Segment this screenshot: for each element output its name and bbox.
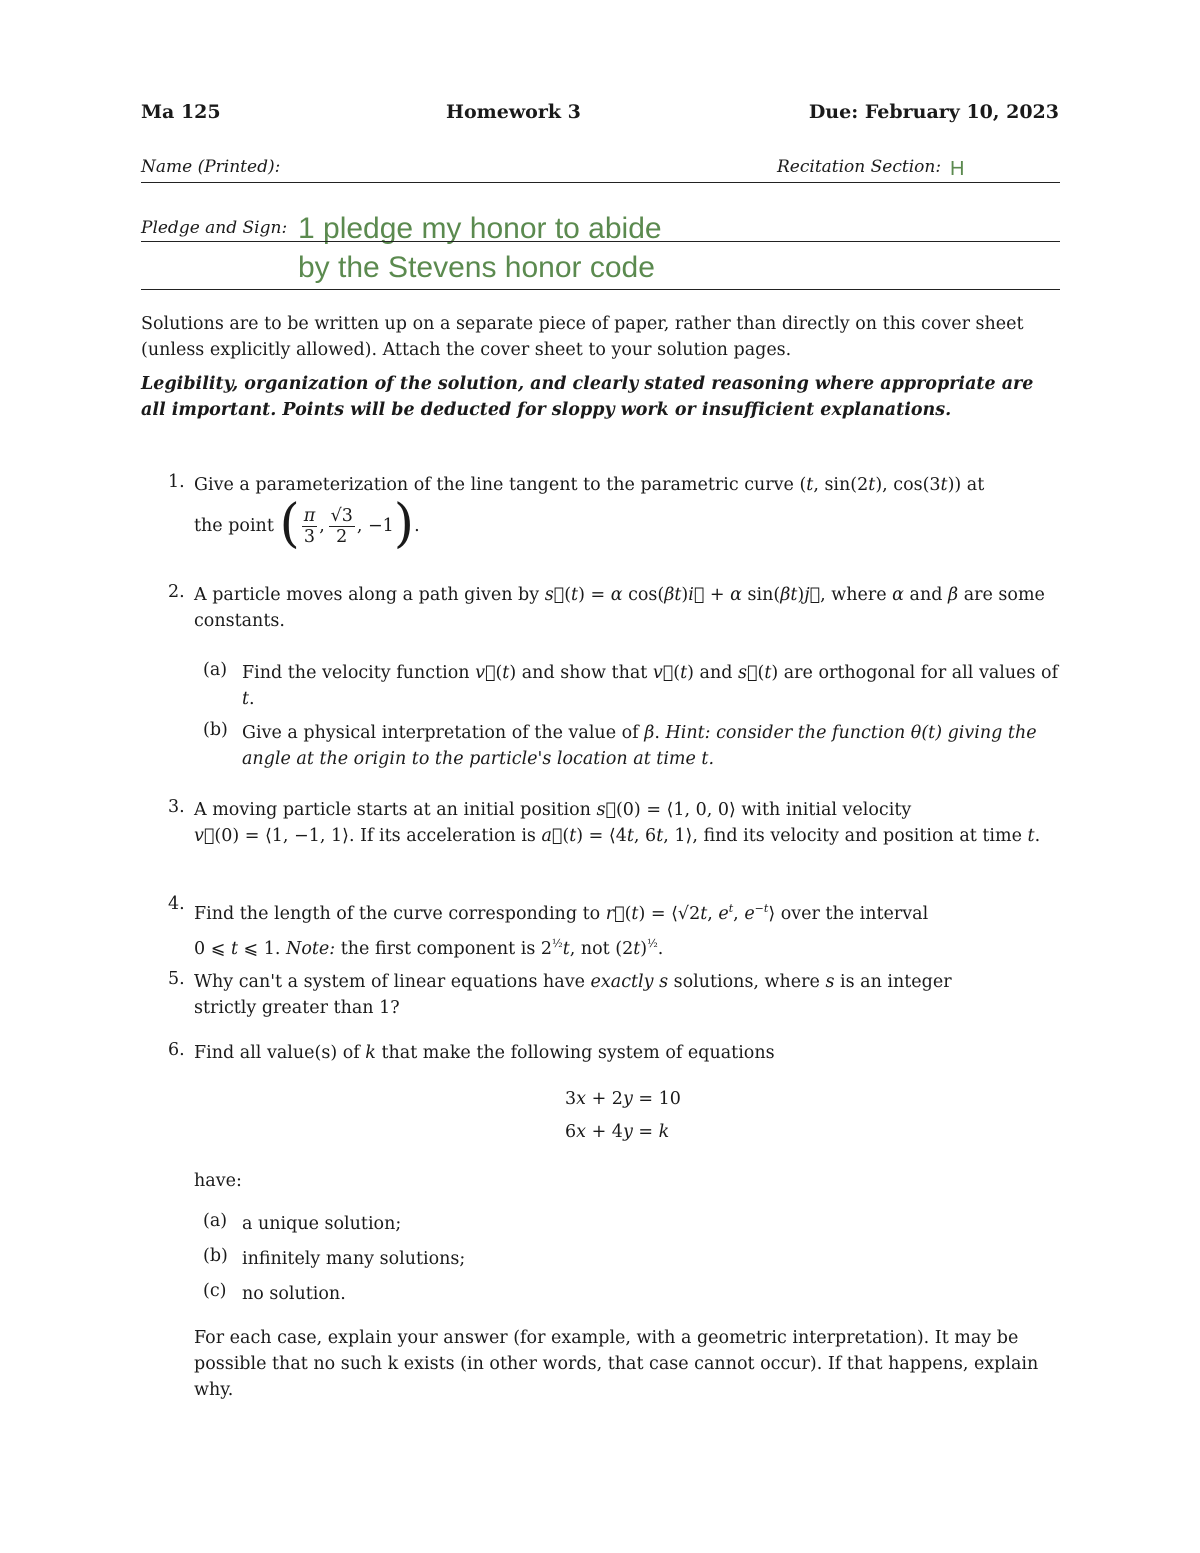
equation-1: 3x + 2y = 10 [565,1089,681,1109]
name-label: Name (Printed): [141,157,281,177]
problem-6-number: 6. [168,1040,185,1060]
problem-5-number: 5. [168,969,185,989]
case-b-text: infinitely many solutions; [242,1249,466,1269]
problem-1-number: 1. [168,472,185,492]
homework-title: Homework 3 [446,101,581,123]
problem-4-number: 4. [168,894,185,914]
due-date: Due: February 10, 2023 [808,101,1059,123]
problem-6-closing: For each case, explain your answer (for example, with a geometric interpretation). It may be possible that no such k exists (in other words, that case cannot occur). If that happens, explain why. [194,1328,1039,1400]
problem-3-text: A moving particle starts at an initial position s⃗(0) = ⟨1, 0, 0⟩ with initial velocity v⃗(0) = ⟨1, −1, 1⟩. If its acceleration is a⃗(t) = ⟨4t, 6t, 1⟩, find its velocity and position at time t. [194,800,1041,846]
name-rule [141,182,1060,183]
recitation-label: Recitation Section: [777,157,942,177]
case-c-label: (c) [203,1281,227,1301]
problem-2b-label: (b) [203,720,228,740]
grading-note: Legibility, organization of the solution, and clearly stated reasoning where appropriate are all important. Points will be deducted for sloppy work or insufficient explanations. [141,374,1034,420]
problem-4-text: Find the length of the curve corresponding to r⃗(t) = ⟨√2t, $e^t$, $e^{-t}⟩$ over the interval 0 ⩽ t ⩽ 1. Note: the first component is $2^{\frac{1}{2}}t$, not $(2t)^{\frac{1}{2}}$. [194,902,929,959]
case-a-text: a unique solution; [242,1214,402,1234]
problem-6-text: Find all value(s) of k that make the following system of equations [194,1043,775,1063]
course-code: Ma 125 [141,101,221,123]
problem-3-number: 3. [168,797,185,817]
pledge-rule-2 [141,289,1060,290]
pledge-handwriting-line-1: 1 pledge my honor to abide [298,212,662,245]
problem-2-number: 2. [168,582,185,602]
problem-6-have: have: [194,1171,242,1191]
problem-1-text: Give a parameterization of the line tangent to the parametric curve (t, sin(2t), cos(3t)) at [194,475,985,495]
case-a-label: (a) [203,1211,228,1231]
problem-5-text: Why can't a system of linear equations have exactly s solutions, where s is an integer strictly greater than 1? [194,972,952,1018]
problem-2a-label: (a) [203,660,228,680]
case-b-label: (b) [203,1246,228,1266]
pledge-rule-1 [141,241,1060,242]
problem-1-point: the point ( $\frac{\pi}{3}$ , $\frac{√3}{2}$ , −1). [194,493,420,554]
problem-2-text: A particle moves along a path given by s⃗(t) = α cos(βt)i⃗ + α sin(βt)j⃗, where α and β are some constants. [194,585,1045,631]
instructions-paragraph: Solutions are to be written up on a separate piece of paper, rather than directly on this cover sheet (unless explicitly allowed). Attach the cover sheet to your solution pages. [141,314,1024,360]
pledge-label: Pledge and Sign: [141,218,288,238]
problem-2a-text: Find the velocity function v⃗(t) and show that v⃗(t) and s⃗(t) are orthogonal for all values of t. [242,663,1059,709]
problem-2b-text: Give a physical interpretation of the value of β. Hint: consider the function θ(t) giving the angle at the origin to the particle's location at time t. [242,723,1037,769]
recitation-value: H [950,158,965,180]
equation-2: 6x + 4y = k [565,1122,670,1142]
case-c-text: no solution. [242,1284,346,1304]
pledge-handwriting-line-2: by the Stevens honor code [298,251,655,284]
